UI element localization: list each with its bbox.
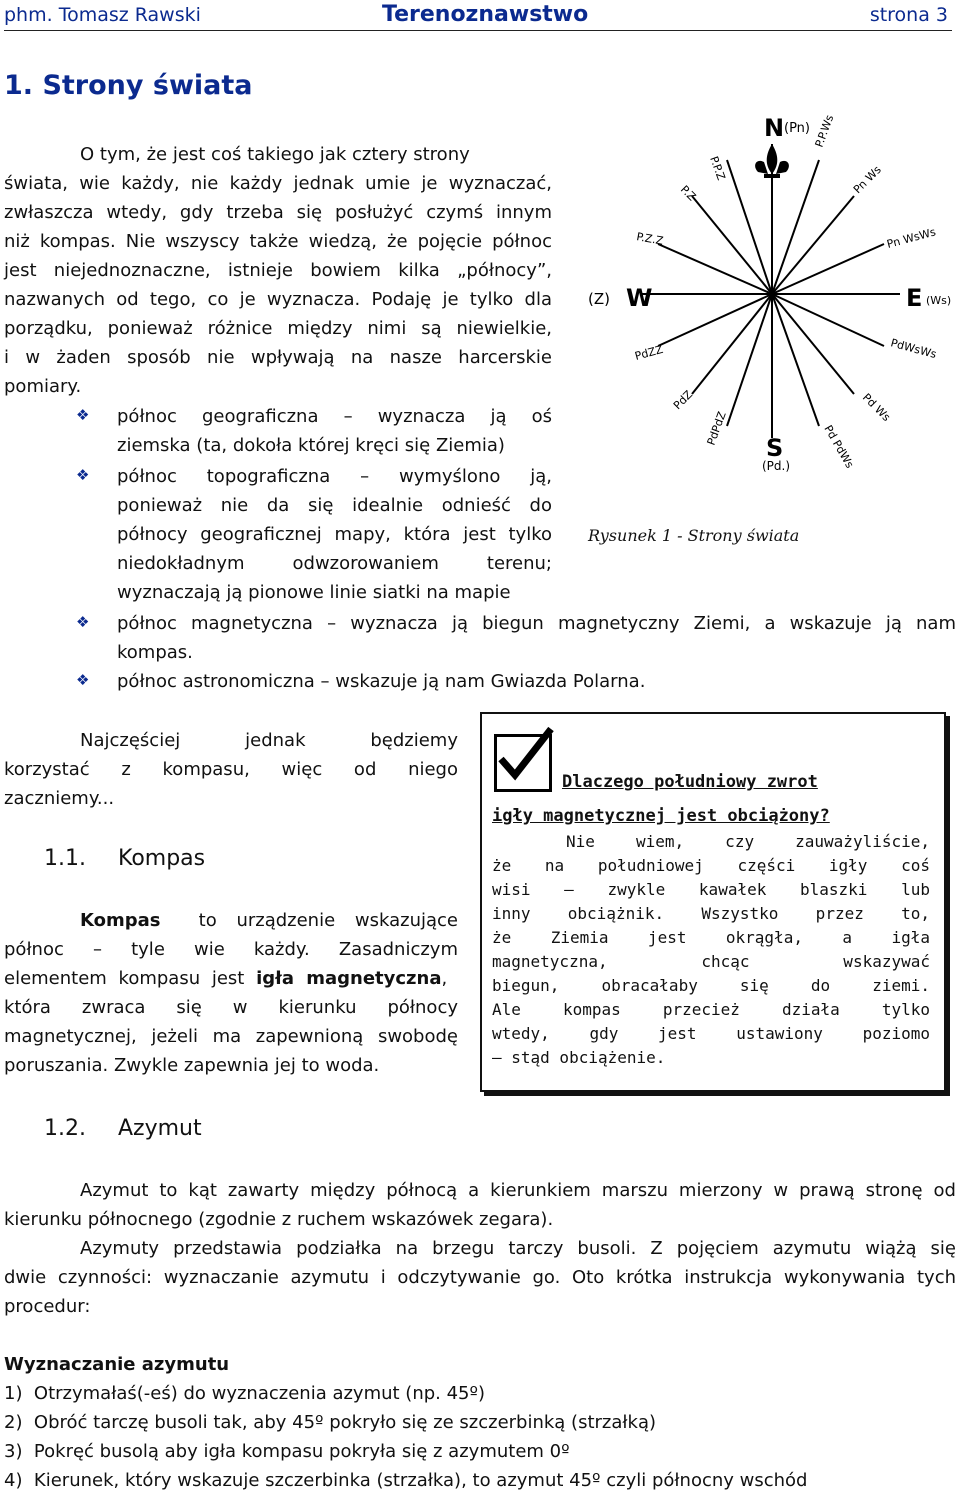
kompas-term: Kompas	[80, 910, 161, 931]
infobox-line: Ale kompas przecież działa tylko	[492, 1000, 930, 1019]
azymut-line: procedur:	[4, 1296, 91, 1317]
kompas-text: elementem kompasu jest	[4, 968, 257, 989]
figure-caption: Rysunek 1 - Strony świata	[588, 526, 800, 545]
azymut-line: kierunku północnego (zgodnie z ruchem wskazówek zegara).	[4, 1209, 554, 1230]
label-wsw: PdZZ	[633, 342, 665, 363]
intro-line: O tym, że jest coś takiego jak cztery strony	[80, 144, 470, 165]
step-item: 1) Otrzymałaś(-eś) do wyznaczenia azymut (np. 45º)	[4, 1383, 486, 1404]
kompas-line: magnetycznej, jeżeli ma zapewnioną swobodę	[4, 1026, 458, 1047]
kompas-line	[80, 906, 458, 936]
label-west-pl: (Z)	[588, 290, 610, 308]
intro-line: zwłaszcza wtedy, gdy trzeba się posłużyć czymś innym	[4, 202, 552, 223]
label-ene: Pn WsWs	[885, 225, 938, 251]
step-item: 4) Kierunek, który wskazuje szczerbinka (strzałka), to azymut 45º czyli północny wschód	[4, 1470, 808, 1491]
subsection-number: 1.1.	[44, 846, 86, 871]
infobox-question: Dlaczego południowy zwrot	[562, 772, 818, 792]
diamond-bullet-icon: ❖	[76, 613, 90, 631]
label-se: Pd Ws	[859, 390, 893, 424]
magnetic-needle-term: igła magnetyczna	[256, 968, 442, 989]
list-item-line: wyznaczają ją pionowe linie siatki na mapie	[117, 582, 511, 603]
header-title: Terenoznawstwo	[382, 2, 589, 27]
azymut-line: Azymut to kąt zawarty między północą a kierunkiem marszu mierzony w prawą stronę od	[80, 1180, 956, 1201]
infobox-line: wisi – zwykle kawałek blaszki lub	[492, 880, 930, 899]
header-author: phm. Tomasz Rawski	[4, 4, 201, 26]
intro-line: korzystać z kompasu, więc od niego	[4, 759, 458, 780]
info-box	[480, 712, 946, 1092]
checkmark-icon	[494, 734, 552, 792]
kompas-line: która zwraca się w kierunku północy	[4, 997, 458, 1018]
kompas-line-rest: to urządzenie wskazujące	[178, 910, 458, 931]
label-south-pl: (Pd.)	[762, 459, 791, 473]
diamond-bullet-icon: ❖	[76, 406, 90, 424]
header-page-number: strona 3	[869, 4, 948, 26]
label-ssw: PdPdZ	[704, 409, 729, 448]
step-item: 2) Obróć tarczę busoli tak, aby 45º pokryło się ze szczerbinką (strzałką)	[4, 1412, 656, 1433]
fleur-de-lis-icon	[755, 144, 789, 178]
infobox-question: igły magnetycznej jest obciążony?	[492, 806, 830, 826]
intro-line: pomiary.	[4, 376, 82, 397]
diamond-bullet-icon: ❖	[76, 671, 90, 689]
intro-line: nazwanych od tego, co je wyznacza. Podaję je tylko dla	[4, 289, 552, 310]
label-nw: P.Z	[677, 182, 699, 204]
list-item-line: północ geograficzna – wyznacza ją oś	[117, 406, 552, 427]
kompas-line: północ – tyle wie każdy. Zasadniczym	[4, 939, 458, 960]
list-item-line: kompas.	[117, 642, 193, 663]
infobox-line: biegun, obracałaby się do ziemi.	[492, 976, 930, 995]
steps-title: Wyznaczanie azymutu	[4, 1354, 230, 1375]
subsection-number: 1.2.	[44, 1116, 86, 1141]
list-item-line: północ topograficzna – wymyślono ją,	[117, 466, 552, 487]
label-sw: PdZ	[670, 387, 696, 413]
list-item-line: niedokładnym odwzorowaniem terenu;	[117, 553, 552, 574]
label-south: S	[766, 434, 784, 462]
list-item-line: północy geograficznej mapy, która jest tylko	[117, 524, 552, 545]
infobox-line: – stąd obciążenie.	[492, 1048, 666, 1067]
subsection-title: Kompas	[118, 846, 206, 871]
subsection-title: Azymut	[118, 1116, 202, 1141]
infobox-line: że na południowej części igły coś	[492, 856, 930, 875]
infobox-line: wtedy, gdy jest ustawiony poziomo	[492, 1024, 930, 1043]
list-item-line: ponieważ nie da się idealnie odnieść do	[117, 495, 552, 516]
list-item-line: północ astronomiczna – wskazuje ją nam Gwiazda Polarna.	[117, 671, 646, 692]
label-wnw: P.Z.Z	[635, 230, 665, 248]
list-item-line: północ magnetyczna – wyznacza ją biegun magnetyczny Ziemi, a wskazuje ją nam	[117, 613, 956, 634]
azymut-line: dwie czynności: wyznaczanie azymutu i odczytywanie go. Oto krótka instrukcja wykonywania tych	[4, 1267, 956, 1288]
intro-line: i w żaden sposób nie wpływają na nasze harcerskie	[4, 347, 552, 368]
section-title: 1. Strony świata	[4, 70, 253, 101]
kompas-line: poruszania. Zwykle zapewnia jej to woda.	[4, 1055, 380, 1076]
label-nnw: P.P.Z	[707, 154, 728, 182]
diamond-bullet-icon: ❖	[76, 466, 90, 484]
infobox-line: magnetyczna, chcąc wskazywać	[492, 952, 930, 971]
label-ese: PdWsWs	[889, 336, 938, 362]
intro-line: jest niejednoznaczne, istnieje bowiem kilka „północy”,	[4, 260, 552, 281]
label-east-pl: (Ws)	[926, 294, 952, 307]
label-east: E	[906, 284, 923, 312]
label-north: N	[764, 114, 785, 142]
intro-line: niż kompas. Nie wszyscy także wiedzą, że pojęcie północ	[4, 231, 552, 252]
label-west: W	[626, 284, 653, 312]
azymut-line: Azymuty przedstawia podziałka na brzegu tarczy busoli. Z pojęciem azymutu wiążą się	[80, 1238, 956, 1259]
intro-line: świata, wie każdy, nie każdy jednak umie je wyznaczać,	[4, 173, 552, 194]
kompas-text: ,	[441, 968, 448, 989]
compass-rose-figure	[586, 108, 958, 480]
label-north-pl: (Pn)	[784, 121, 810, 136]
label-nne: P.P.Ws	[812, 113, 837, 150]
infobox-line: Nie wiem, czy zauważyliście,	[566, 832, 930, 851]
infobox-line: inny obciążnik. Wszystko przez to,	[492, 904, 930, 923]
list-item-line: ziemska (ta, dokoła której kręci się Ziemia)	[117, 435, 505, 456]
page-header	[4, 2, 952, 31]
step-item: 3) Pokręć busolą aby igła kompasu pokryła się z azymutem 0º	[4, 1441, 570, 1462]
label-sse: Pd PdWs	[821, 423, 857, 471]
label-ne: Pn Ws	[850, 163, 884, 197]
intro-line: Najczęściej jednak będziemy	[80, 730, 458, 751]
infobox-line: że Ziemia jest okrągła, a igła	[492, 928, 930, 947]
intro-line: porządku, ponieważ różnice między nimi są niewielkie,	[4, 318, 552, 339]
kompas-line	[4, 964, 458, 994]
intro-line: zaczniemy...	[4, 788, 115, 809]
